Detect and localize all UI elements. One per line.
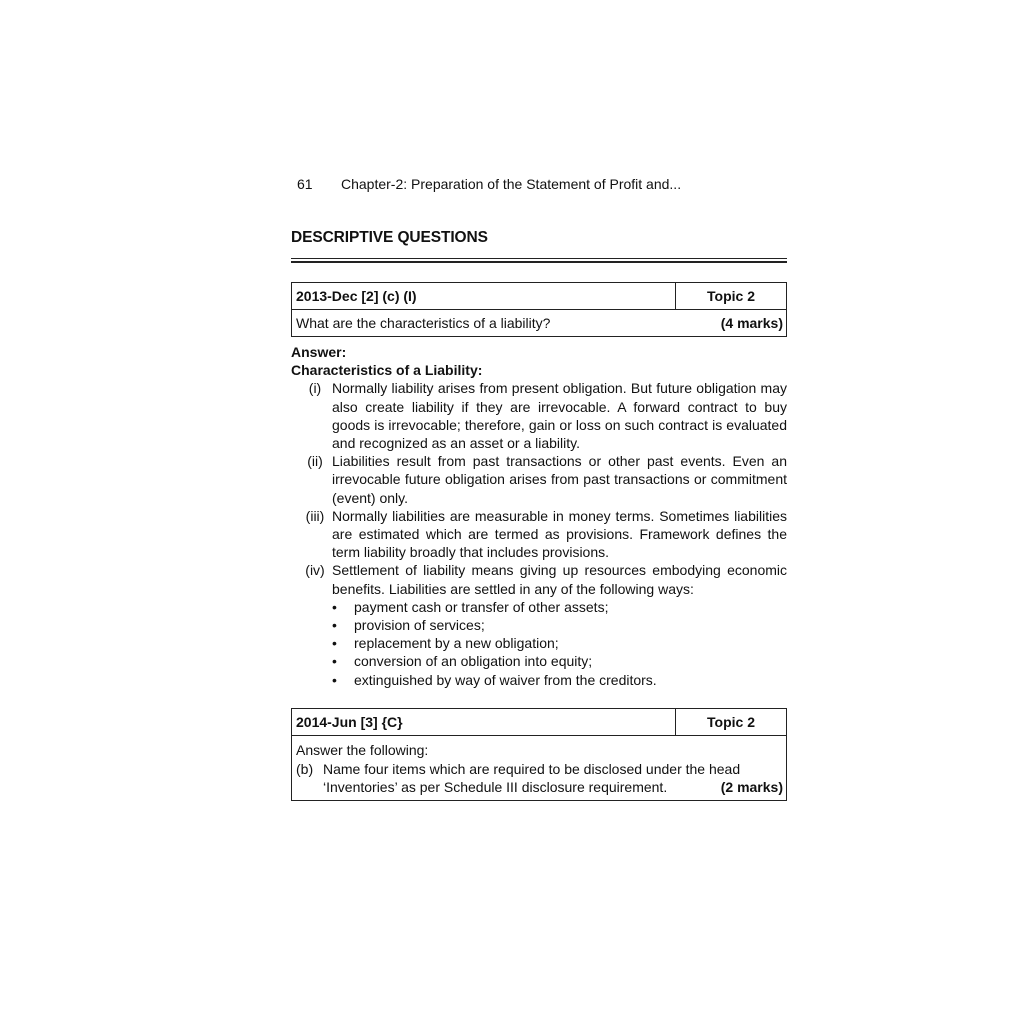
list-item: • payment cash or transfer of other assets; [332,598,609,615]
answer-item-text: Normally liability arises from present obligation. But future obligation may also create liability if they are irrevocable. A forward contract to buy goods is irrevocable; therefore, gain or loss on such contract is evaluated and recognized as an asset or a liability. [332,380,787,452]
question-1-header-row [292,283,786,310]
question-2-text-line1: Name four items which are required to be disclosed under the head [323,760,741,777]
answer-item-number: (ii) [307,453,323,470]
answer-item-number: (iv) [305,562,325,579]
question-2-code: 2014-Jun [3] {C} [292,709,676,735]
question-1-text: What are the characteristics of a liability? [296,315,551,331]
question-2-topic: Topic 2 [707,714,755,730]
bullet-list [332,598,787,689]
list-item: • provision of services; [332,617,485,634]
list-item: • conversion of an obligation into equity; [332,653,593,670]
heading-rule-bottom [291,261,787,263]
question-box-2 [291,708,787,801]
chapter-title: Chapter-2: Preparation of the Statement of Profit and... [341,176,682,192]
question-1-text-row [292,310,786,336]
running-header [297,176,681,192]
list-item: • extinguished by way of waiver from the creditors. [332,671,657,688]
answer-item-text: Liabilities result from past transactions or other past events. Even an irrevocable future obligation arises from past transactions or commitment (event) only. [332,453,787,506]
answer-heading: Characteristics of a Liability: [291,362,483,379]
answer-item [291,561,787,688]
question-1-marks: (4 marks) [720,315,783,331]
answer-item-number: (iii) [305,507,325,524]
question-box-1 [291,282,787,337]
question-2-body-row [292,736,786,800]
section-title: DESCRIPTIVE QUESTIONS [291,229,488,246]
answer-item-text: Settlement of liability means giving up resources embodying economic benefits. Liabilities are settled in any of the following ways: [332,562,787,597]
answer-block [291,343,787,689]
bullet-icon: • [332,671,337,688]
bullet-icon: • [332,617,337,634]
bullet-icon: • [332,653,337,670]
page-number: 61 [297,176,313,192]
answer-item [291,452,787,507]
answer-item-text: Normally liabilities are measurable in money terms. Sometimes liabilities are estimated which are termed as provisions. Framework defines the term liability broadly that includes provisions. [332,507,787,561]
question-2-header-row [292,709,786,736]
answer-label: Answer: [291,344,347,360]
heading-rule-top [291,258,787,259]
question-2-marks: (2 marks) [720,779,783,795]
answer-item [291,379,787,452]
answer-item-number: (i) [308,380,322,397]
answer-item [291,507,787,562]
question-1-topic: Topic 2 [707,288,755,304]
bullet-icon: • [332,598,337,615]
question-2-text-line2: ‘Inventories’ as per Schedule III disclosure requirement. [323,779,668,795]
question-2-sub-label: (b) [296,760,314,777]
question-2-intro: Answer the following: [296,742,429,758]
bullet-icon: • [332,635,337,652]
question-1-code: 2013-Dec [2] (c) (I) [292,283,676,309]
list-item: • replacement by a new obligation; [332,635,559,652]
